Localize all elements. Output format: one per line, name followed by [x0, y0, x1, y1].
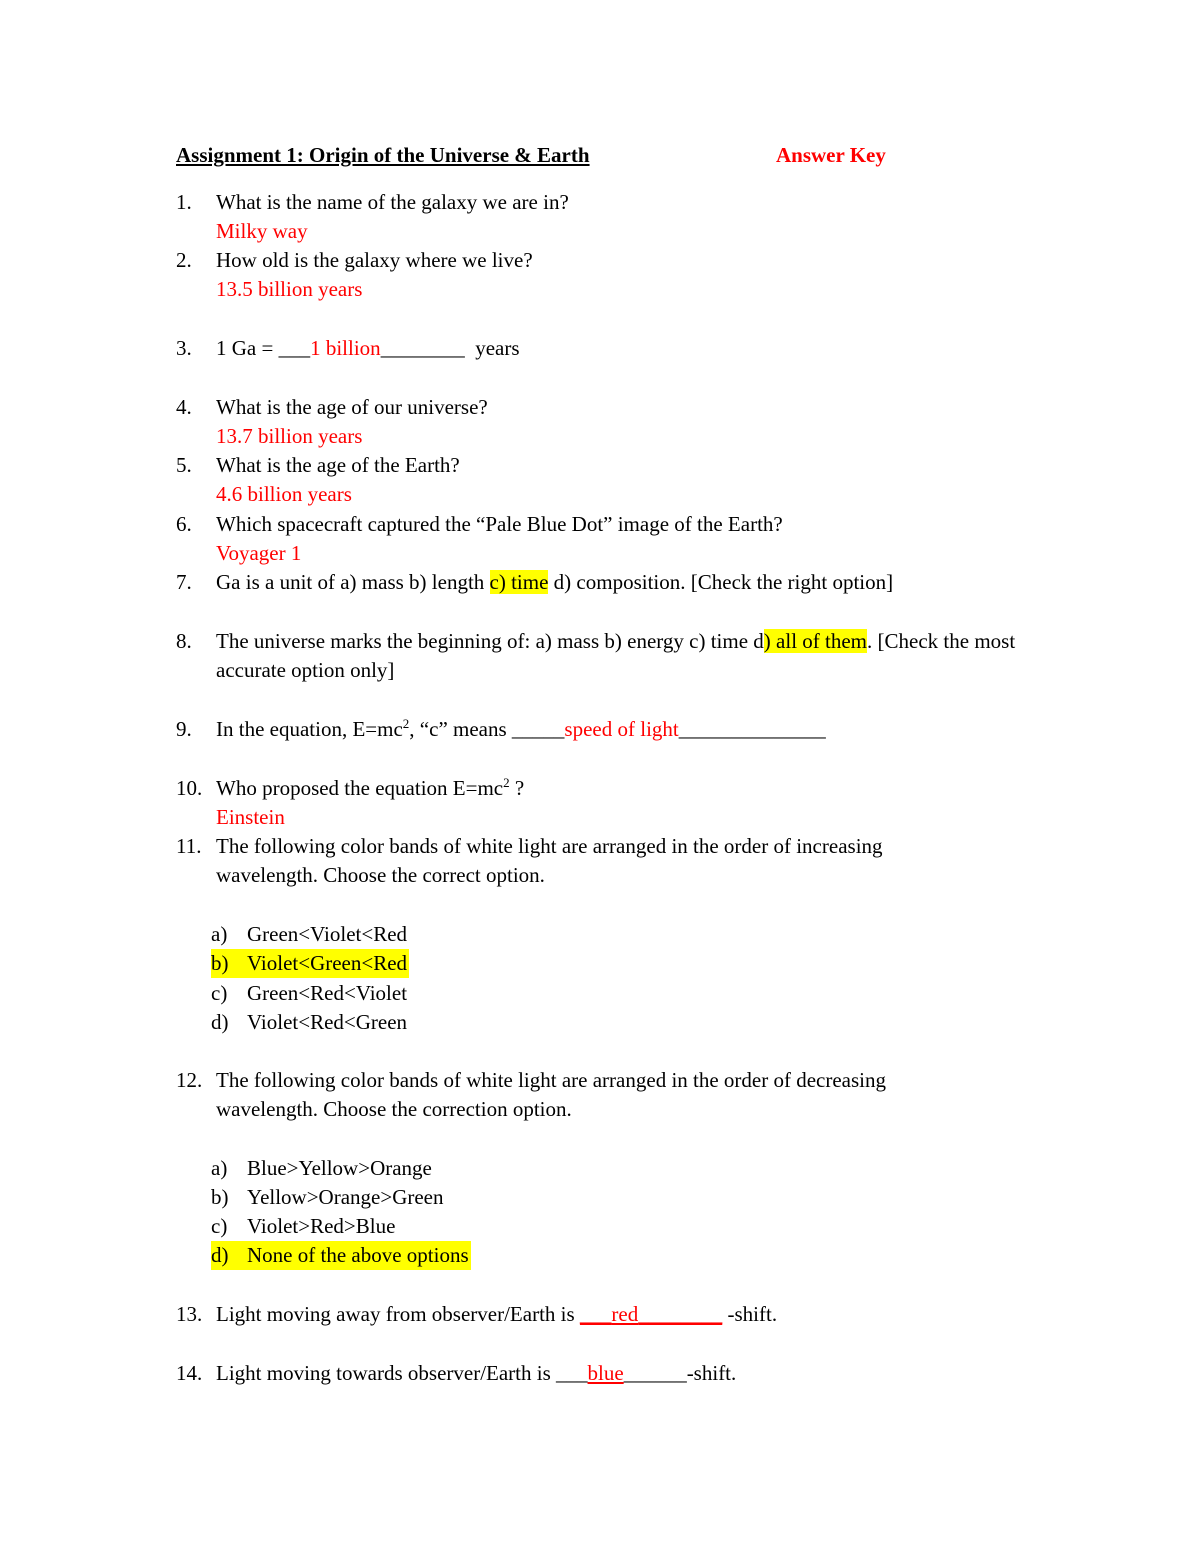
option-letter: a) [211, 922, 228, 946]
option-text: Violet<Red<Green [247, 1010, 408, 1034]
question-text-mid: , “c” means [409, 717, 512, 741]
option-letter: b) [211, 951, 229, 975]
question-text: The universe marks the beginning of: a) mass b) energy c) time d [216, 629, 764, 653]
option-text: Violet<Green<Red [247, 951, 408, 975]
question-text: Light moving away from observer/Earth is [216, 1302, 580, 1326]
answer-text: 1 billion [310, 336, 381, 360]
answer-text: red [611, 1302, 639, 1326]
option-text: Yellow>Orange>Green [247, 1185, 444, 1209]
option-12d-correct [211, 1241, 471, 1270]
answer-text: blue [587, 1361, 624, 1385]
question-number: 4. [176, 395, 192, 419]
answer-text: Einstein [216, 805, 285, 829]
question-text: The following color bands of white light are arranged in the order of decreasing wavelength. Choose the correction option. [216, 1068, 887, 1121]
blank-line: ___ [556, 1361, 588, 1385]
option-text: None of the above options [247, 1243, 469, 1267]
option-text: Green<Violet<Red [247, 922, 408, 946]
answer-text: 13.7 billion years [216, 424, 363, 448]
option-11d [211, 1008, 407, 1037]
option-12c [211, 1212, 395, 1241]
question-text-end: -shift. [686, 1361, 737, 1385]
option-11c [211, 979, 407, 1008]
answer-text: speed of light [564, 717, 679, 741]
option-letter: d) [211, 1243, 229, 1267]
question-number: 9. [176, 717, 192, 741]
question-number: 14. [176, 1361, 203, 1385]
question-number: 7. [176, 570, 192, 594]
option-text: Blue>Yellow>Orange [247, 1156, 432, 1180]
blank-line: ________ [638, 1302, 723, 1326]
option-12a [211, 1154, 432, 1183]
blank-line: ___ [278, 336, 311, 360]
question-number: 1. [176, 190, 192, 214]
option-letter: d) [211, 1010, 229, 1034]
question-text-end: d) composition. [Check the right option] [548, 570, 894, 594]
answer-text: Milky way [216, 219, 308, 243]
question-text: The following color bands of white light are arranged in the order of increasing wavelength. Choose the correct option. [216, 834, 883, 887]
option-text: Violet>Red>Blue [247, 1214, 396, 1238]
blank-line: ______________ [678, 717, 826, 741]
question-number: 2. [176, 248, 192, 272]
question-text: What is the age of the Earth? [216, 453, 460, 477]
question-text-end: ? [509, 776, 525, 800]
superscript: 2 [402, 716, 410, 731]
question-number: 11. [176, 834, 202, 858]
superscript: 2 [503, 775, 510, 790]
question-text: What is the name of the galaxy we are in? [216, 190, 569, 214]
question-number: 8. [176, 629, 192, 653]
question-text: Light moving towards observer/Earth is [216, 1361, 557, 1385]
highlighted-answer: ) all of them [763, 629, 868, 653]
header [176, 143, 936, 173]
answer-text: Voyager 1 [216, 541, 302, 565]
question-number: 10. [176, 776, 203, 800]
blank-line: ________ [380, 336, 465, 360]
answer-text: 4.6 billion years [216, 482, 352, 506]
question-text-end: . [Check the most accurate option only] [216, 629, 1016, 682]
question-text: What is the age of our universe? [216, 395, 488, 419]
question-number: 6. [176, 512, 192, 536]
option-11a [211, 920, 407, 949]
highlighted-answer: c) time [489, 570, 549, 594]
question-number: 12. [176, 1068, 203, 1092]
question-text: Which spacecraft captured the “Pale Blue Dot” image of the Earth? [216, 512, 783, 536]
question-number: 5. [176, 453, 192, 477]
option-letter: a) [211, 1156, 228, 1180]
option-12b [211, 1183, 444, 1212]
answer-text: 13.5 billion years [216, 277, 363, 301]
question-text-end: -shift. [722, 1302, 778, 1326]
option-11b-correct [211, 949, 409, 978]
question-text: How old is the galaxy where we live? [216, 248, 533, 272]
question-text: 1 Ga = [216, 336, 279, 360]
question-text: In the equation, E=mc [216, 717, 403, 741]
option-letter: c) [211, 1214, 228, 1238]
page-title: Assignment 1: Origin of the Universe & Earth [176, 143, 590, 167]
question-text: Ga is a unit of a) mass b) length [216, 570, 490, 594]
question-text: Who proposed the equation E=mc [216, 776, 504, 800]
question-number: 13. [176, 1302, 203, 1326]
option-letter: c) [211, 981, 228, 1005]
blank-line: ___ [579, 1302, 612, 1326]
question-text-end: years [464, 336, 520, 360]
option-letter: b) [211, 1185, 229, 1209]
answer-key-label: Answer Key [776, 143, 886, 167]
question-number: 3. [176, 336, 192, 360]
blank-line: ______ [623, 1361, 687, 1385]
option-text: Green<Red<Violet [247, 981, 408, 1005]
blank-line: _____ [511, 717, 565, 741]
